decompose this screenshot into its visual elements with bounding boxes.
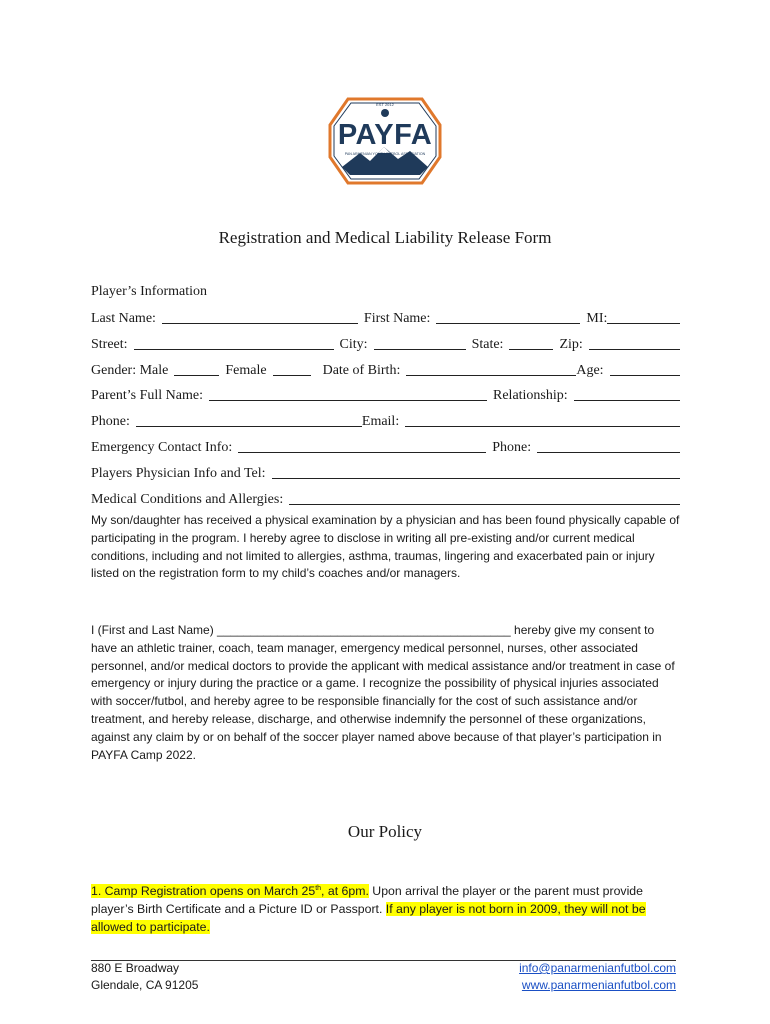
consent-statement (91, 622, 681, 764)
zip-field[interactable] (589, 335, 680, 350)
emergency-phone-label: Phone: (492, 440, 532, 455)
payfa-logo (328, 95, 442, 187)
logo-subtitle: PAN ARMENIAN YOUTH FUTBOL ASSOCIATION (344, 152, 426, 156)
contact-row (91, 410, 680, 430)
mi-label: MI: (586, 311, 608, 326)
age-label: Age: (576, 363, 604, 378)
female-field[interactable] (273, 361, 311, 376)
physician-label: Players Physician Info and Tel: (91, 466, 266, 481)
gender-male-label: Gender: Male (91, 363, 169, 378)
emergency-contact-label: Emergency Contact Info: (91, 440, 233, 455)
footer-address-line1: 880 E Broadway (91, 961, 180, 975)
consent-name-field[interactable]: ____________________________________________ (217, 623, 511, 637)
relationship-label: Relationship: (493, 388, 568, 403)
policy-normal-text: Upon arrival the player or the parent must provide player’s Birth Certificate and a Picture ID or Passport. (91, 884, 643, 916)
consent-body: hereby give my consent to have an athletic trainer, coach, team manager, emergency medical personnel, nurses, other associated personnel, and/or medical doctors to provide the applicant with medical assistance and/or treatment in case of emergency or injury during the practice or a game. I recognize the possibility of physical injuries associated with soccer/futbol, and hereby agree to be responsible financially for the cost of such assistance and/or treatment, and hereby release, discharge, and otherwise indemnify the personnel of these organizations, against any claim by or on behalf of the soccer player named above because of that player’s participation in PAYFA Camp 2022. (91, 623, 675, 762)
footer-address-line2: Glendale, CA 91205 (91, 978, 199, 992)
physical-exam-statement: My son/daughter has received a physical examination by a physician and has been found physically capable of participating in the program. I hereby agree to disclose in writing all pre-existing and/or current medical conditions, including and not limited to allergies, asthma, traumas, lingering and exacerbated pain or injury listed on the registration form to my child’s coaches and/or managers. (91, 513, 680, 581)
emergency-row (91, 436, 680, 456)
name-row (91, 307, 680, 327)
city-label: City: (339, 337, 368, 352)
street-label: Street: (91, 337, 128, 352)
last-name-field[interactable] (162, 309, 358, 324)
state-field[interactable] (509, 335, 553, 350)
state-label: State: (471, 337, 504, 352)
city-field[interactable] (374, 335, 466, 350)
phone-label: Phone: (91, 414, 130, 429)
email-label: Email: (361, 414, 400, 429)
street-field[interactable] (134, 335, 334, 350)
consent-prefix: I (First and Last Name) (91, 623, 214, 637)
emergency-phone-field[interactable] (537, 438, 680, 453)
female-label: Female (225, 363, 267, 378)
policy-text (91, 880, 681, 936)
footer-website-link[interactable]: www.panarmenianfutbol.com (521, 978, 676, 992)
players-information-label: Player’s Information (91, 284, 207, 299)
logo-est: EST 2012 (376, 102, 394, 107)
age-field[interactable] (610, 361, 680, 376)
zip-label: Zip: (559, 337, 583, 352)
parent-row (91, 384, 680, 404)
policy-highlight-1: 1. Camp Registration opens on March 25th, at 6pm. (91, 884, 369, 899)
parent-name-label: Parent’s Full Name: (91, 388, 203, 403)
parent-name-field[interactable] (209, 386, 487, 401)
address-row (91, 333, 680, 353)
physician-field[interactable] (272, 464, 680, 479)
policy-title: Our Policy (347, 822, 423, 841)
last-name-label: Last Name: (91, 311, 156, 326)
email-field[interactable] (405, 412, 680, 427)
mi-field[interactable] (607, 309, 680, 324)
medical-row (91, 488, 680, 508)
dob-field[interactable] (406, 361, 576, 376)
dob-label: Date of Birth: (322, 363, 401, 378)
relationship-field[interactable] (574, 386, 680, 401)
phone-field[interactable] (136, 412, 362, 427)
first-name-field[interactable] (436, 309, 580, 324)
first-name-label: First Name: (363, 311, 431, 326)
emergency-contact-field[interactable] (238, 438, 486, 453)
medical-conditions-field[interactable] (289, 490, 680, 505)
footer-email-link[interactable]: info@panarmenianfutbol.com (519, 961, 676, 975)
logo-wordmark: PAYFA (337, 119, 433, 151)
policy-highlight-2: If any player is not born in 2009, they will not be allowed to participate. (91, 901, 646, 934)
gender-row (91, 359, 680, 379)
male-field[interactable] (174, 361, 219, 376)
medical-conditions-label: Medical Conditions and Allergies: (91, 492, 284, 507)
physician-row (91, 462, 680, 482)
form-title: Registration and Medical Liability Release Form (218, 228, 552, 247)
